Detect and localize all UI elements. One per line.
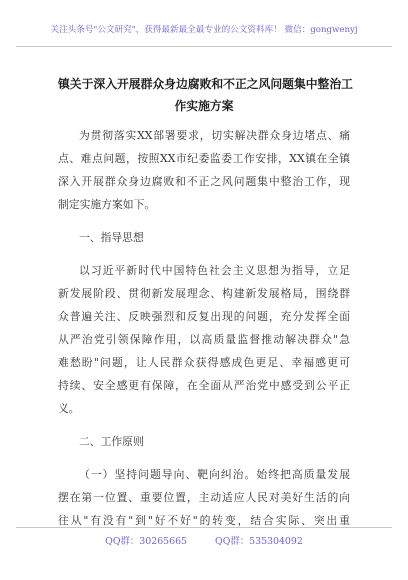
- paragraph-line: 难愁盼"问题，让人民群众获得感成色更足、幸福感更可: [58, 356, 350, 369]
- paragraph-line: 从严治党引领保障作用，以高质量监督推动解决群众"急: [58, 333, 350, 346]
- footer-qq-group-1: QQ群：30265665: [105, 536, 188, 547]
- paragraph-line: 为贯彻落实XX部署要求，切实解决群众身边堵点、痛: [79, 129, 350, 142]
- footer-divider: [16, 527, 392, 528]
- guiding-ideology-paragraph: [58, 259, 350, 420]
- document-body: [58, 124, 350, 542]
- paragraph-line: 义。: [58, 402, 80, 415]
- paragraph-line: 新发展阶段、贯彻新发展理念、构建新发展格局，围绕群: [58, 287, 350, 300]
- paragraph-line: 制定实施方案如下。: [58, 198, 156, 211]
- section-heading-guiding-ideology: 一、指导思想: [79, 231, 144, 244]
- paragraph-line: 深入开展群众身边腐败和不正之风问题集中整治工作，现: [58, 175, 350, 188]
- paragraph-line: 以习近平新时代中国特色社会主义思想为指导，立足: [79, 264, 350, 277]
- header-banner: 关注头条号"公文研究"，获得最新最全最专业的公文资料库！ 微信：gongwenyj: [50, 25, 358, 35]
- footer-qq-group-2: QQ群：535304092: [215, 536, 303, 547]
- paragraph-line: 往从"有没有"到"好不好"的转变，结合实际、突出重: [58, 514, 350, 527]
- paragraph-line: 众普遍关注、反映强烈和反复出现的问题，充分发挥全面: [58, 310, 350, 323]
- paragraph-line: 摆在第一位置、重要位置，主动适应人民对美好生活的向: [58, 491, 350, 504]
- section-heading-work-principles: 二、工作原则: [79, 435, 144, 448]
- title-line: 作实施方案: [174, 99, 234, 113]
- title-line: 镇关于深入开展群众身边腐败和不正之风问题集中整治工: [58, 77, 353, 91]
- footer-contacts: [16, 532, 392, 552]
- paragraph-line: 点、难点问题，按照XX市纪委监委工作安排，XX镇在全镇: [58, 152, 350, 165]
- header-divider: [16, 46, 392, 47]
- paragraph-line: 持续、安全感更有保障，在全面从严治党中感受到公平正: [58, 379, 350, 392]
- paragraph-line: （一）坚持问题导向、靶向纠治。始终把高质量发展: [79, 468, 350, 481]
- intro-paragraph: [58, 124, 350, 216]
- work-principles-paragraph: [58, 463, 350, 532]
- document-title: [58, 73, 353, 117]
